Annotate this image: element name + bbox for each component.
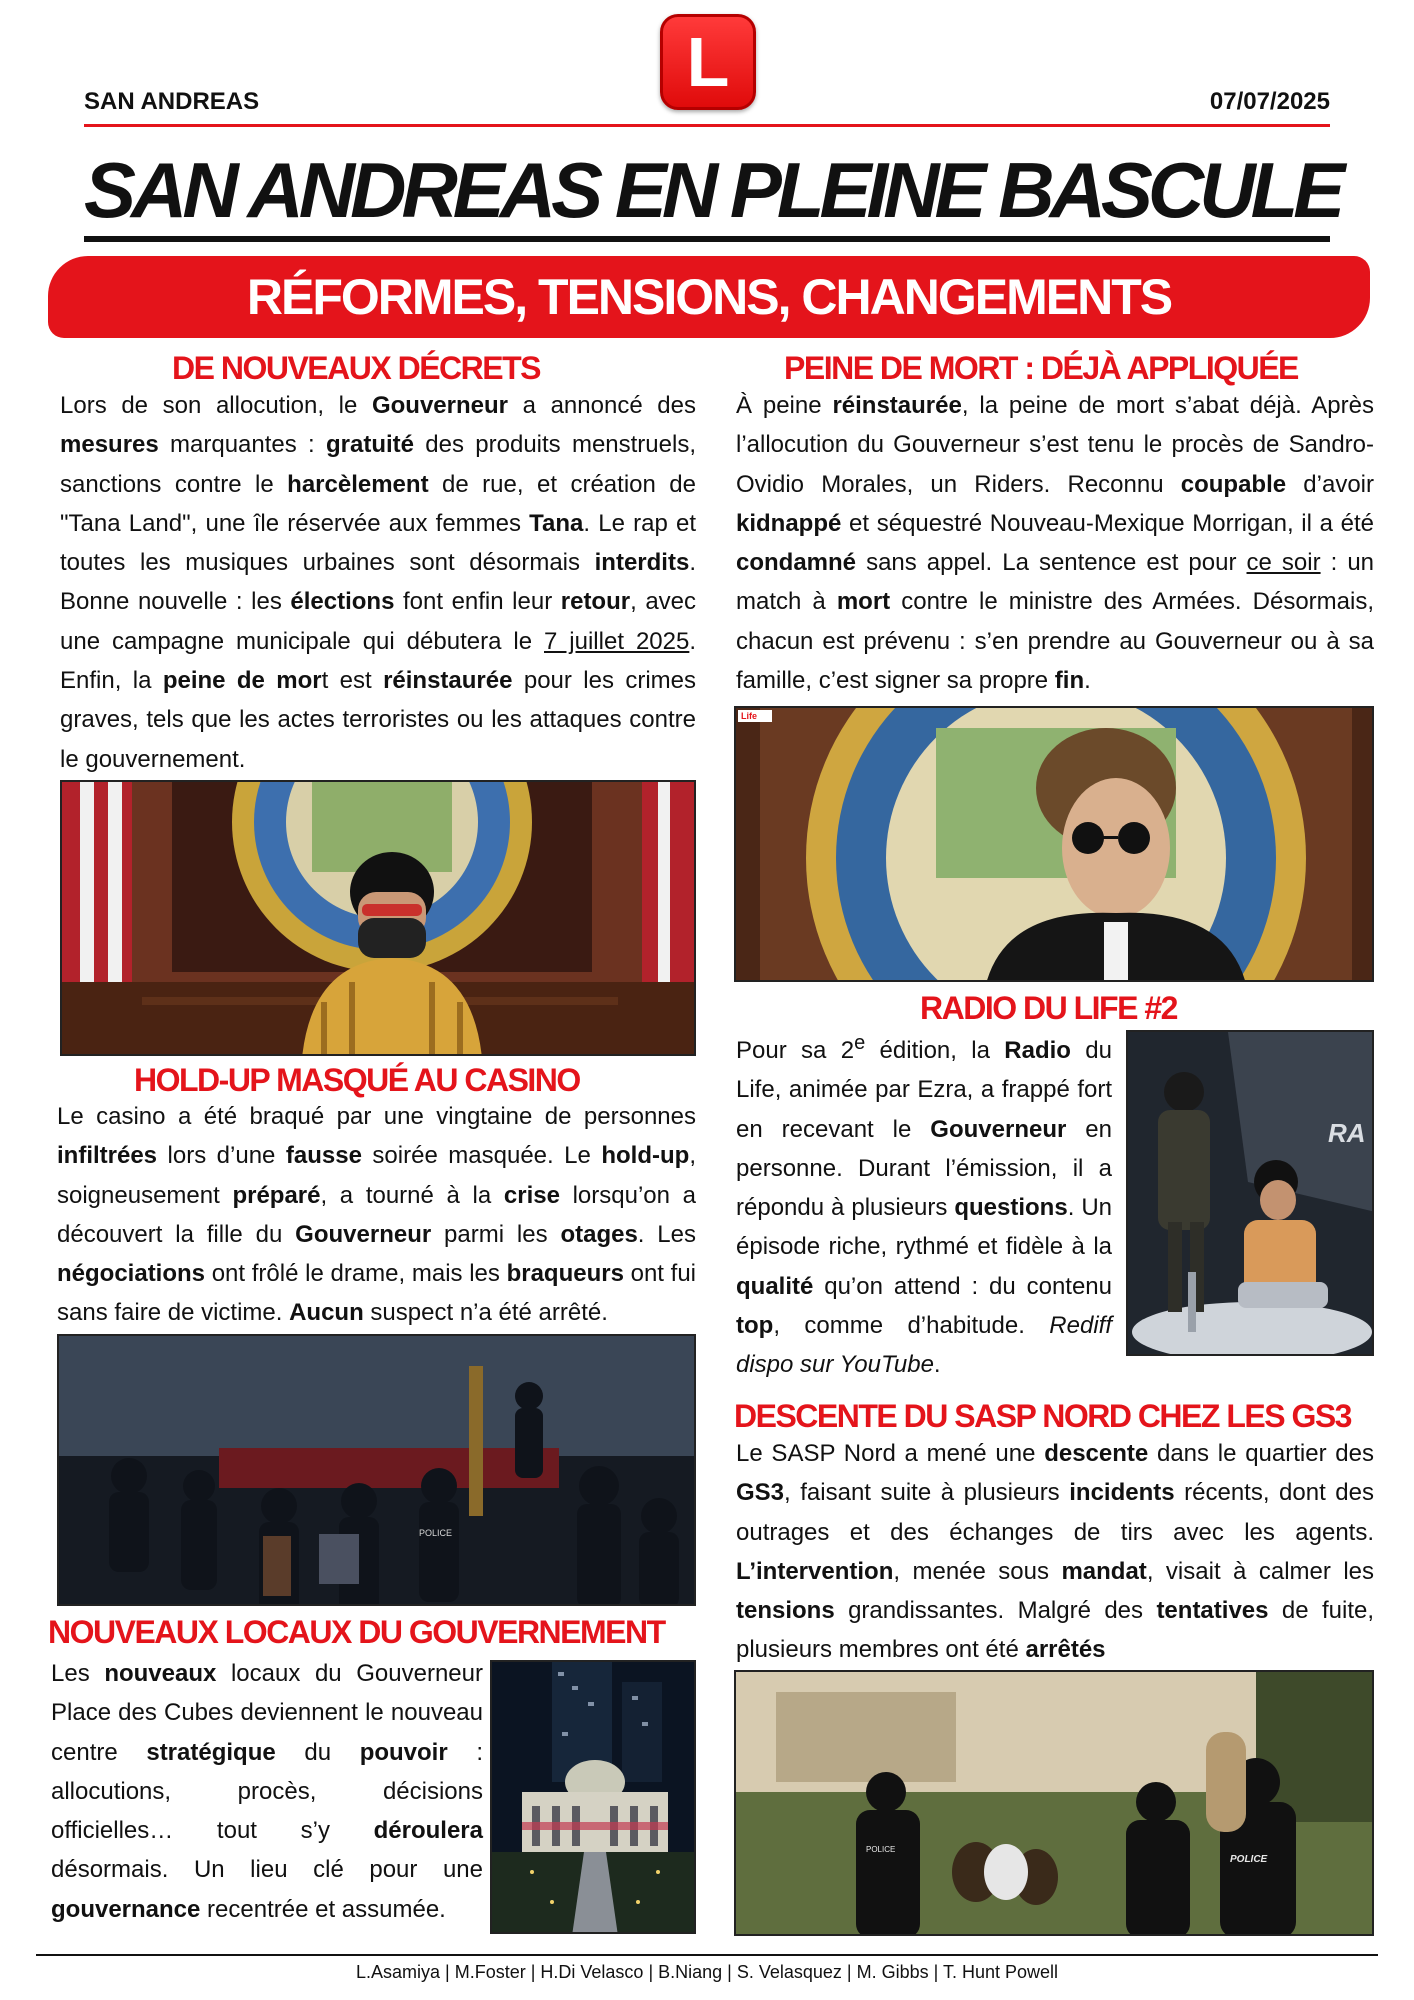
radio-studio-photo — [1126, 1030, 1374, 1356]
police-vest-label: POLICE — [419, 1528, 453, 1538]
peine-title: PEINE DE MORT : DÉJÀ APPLIQUÉE — [784, 350, 1298, 386]
author-credits: L.Asamiya | M.Foster | H.Di Velasco | B.Niang | S. Velasquez | M. Gibbs | T. Hunt Powell — [356, 1962, 1058, 1982]
locaux-body: Les nouveaux locaux du Gouverneur Place des Cubes deviennent le nouveau centre stratégique du pouvoir : allocutions, procès, décisions officielles… tout s’y déroulera désormais. Un lieu clé pour une gouvernance recentrée et assumée. — [51, 1660, 483, 1923]
radio-body: Pour sa 2e édition, la Radio du Life, animée par Ezra, a frappé fort en recevant le Gouverneur en personne. Durant l’émission, il a répondu à plusieurs questions. Un épisode riche, rythmé et fidèle à la qualité qu’on attend : du contenu top, comme d’habitude. Rediff dispo sur YouTube. — [736, 1032, 1113, 1379]
trial-photo — [734, 706, 1374, 982]
police-label-left: POLICE — [866, 1845, 896, 1854]
governor-speech-illustration — [62, 782, 696, 1056]
sasp-raid-illustration — [736, 1672, 1374, 1936]
radio-sign-text: RA — [1328, 1118, 1366, 1148]
descente-body: Le SASP Nord a mené une descente dans le quartier des GS3, faisant suite à plusieurs incidents récents, dont des outrages et des échanges de tirs avec les agents. L’intervention, menée sous mandat, visait à calmer les tensions grandissantes. Malgré des tentatives de fuite, plusieurs membres ont été arrêtés — [736, 1440, 1375, 1664]
issue-date: 07/07/2025 — [1209, 88, 1330, 115]
radio-title: RADIO DU LIFE #2 — [920, 990, 1177, 1026]
footer-divider — [36, 1954, 1378, 1956]
sasp-raid-photo — [734, 1670, 1374, 1936]
brand-logo-letter: L — [686, 23, 730, 101]
locaux-title: NOUVEAUX LOCAUX DU GOUVERNEMENT — [48, 1614, 665, 1650]
peine-body: À peine réinstaurée, la peine de mort s’abat déjà. Après l’allocution du Gouverneur s’est tenu le procès de Sandro-Ovidio Morales, un Riders. Reconnu coupable d’avoir kidnappé et séquestré Nouveau-Mexique Morrigan, il a été condamné sans appel. La sentence est pour ce soir : un match à mort contre le ministre des Armées. Désormais, chacun est prévenu : s’en prendre au Gouverneur ou à sa famille, c’est signer sa propre fin. — [736, 392, 1375, 695]
decrets-title: DE NOUVEAUX DÉCRETS — [172, 350, 540, 386]
header-divider — [84, 124, 1330, 127]
radio-studio-illustration — [1128, 1032, 1374, 1356]
brand-logo — [660, 14, 756, 110]
headline-underline — [84, 236, 1330, 242]
government-building-illustration — [492, 1662, 696, 1934]
location-label: SAN ANDREAS — [84, 88, 260, 115]
trial-illustration — [736, 708, 1374, 982]
subtitle-banner: RÉFORMES, TENSIONS, CHANGEMENTS — [48, 256, 1370, 338]
government-building-photo — [490, 1660, 696, 1934]
holdup-title: HOLD-UP MASQUÉ AU CASINO — [134, 1062, 580, 1098]
holdup-body: Le casino a été braqué par une vingtaine de personnes infiltrées lors d’une fausse soirée masquée. Le hold-up, soigneusement préparé, a tourné à la crise lorsqu’on a découvert la fille du Gouverneur parmi les otages. Les négociations ont frôlé le drame, mais les braqueurs ont fui sans faire de victime. Aucun suspect n’a été arrêté. — [57, 1103, 697, 1327]
page-headline: SAN ANDREAS EN PLEINE BASCULE — [84, 146, 1341, 234]
governor-speech-photo — [60, 780, 696, 1056]
casino-holdup-illustration — [59, 1336, 696, 1606]
casino-holdup-photo — [57, 1334, 696, 1606]
decrets-body: Lors de son allocution, le Gouverneur a annoncé des mesures marquantes : gratuité des produits menstruels, sanctions contre le harcèlement de rue, et création de "Tana Land", une île réservée aux femmes Tana. Le rap et toutes les musiques urbaines sont désormais interdits. Bonne nouvelle : les élections font enfin leur retour, avec une campagne municipale qui débutera le 7 juillet 2025. Enfin, la peine de mort est réinstaurée pour les crimes graves, tels que les actes terroristes ou les attaques contre le gouvernement. — [60, 392, 697, 773]
descente-title: DESCENTE DU SASP NORD CHEZ LES GS3 — [734, 1398, 1351, 1434]
police-label-right: POLICE — [1230, 1854, 1268, 1865]
photo-watermark: Life — [741, 711, 758, 721]
